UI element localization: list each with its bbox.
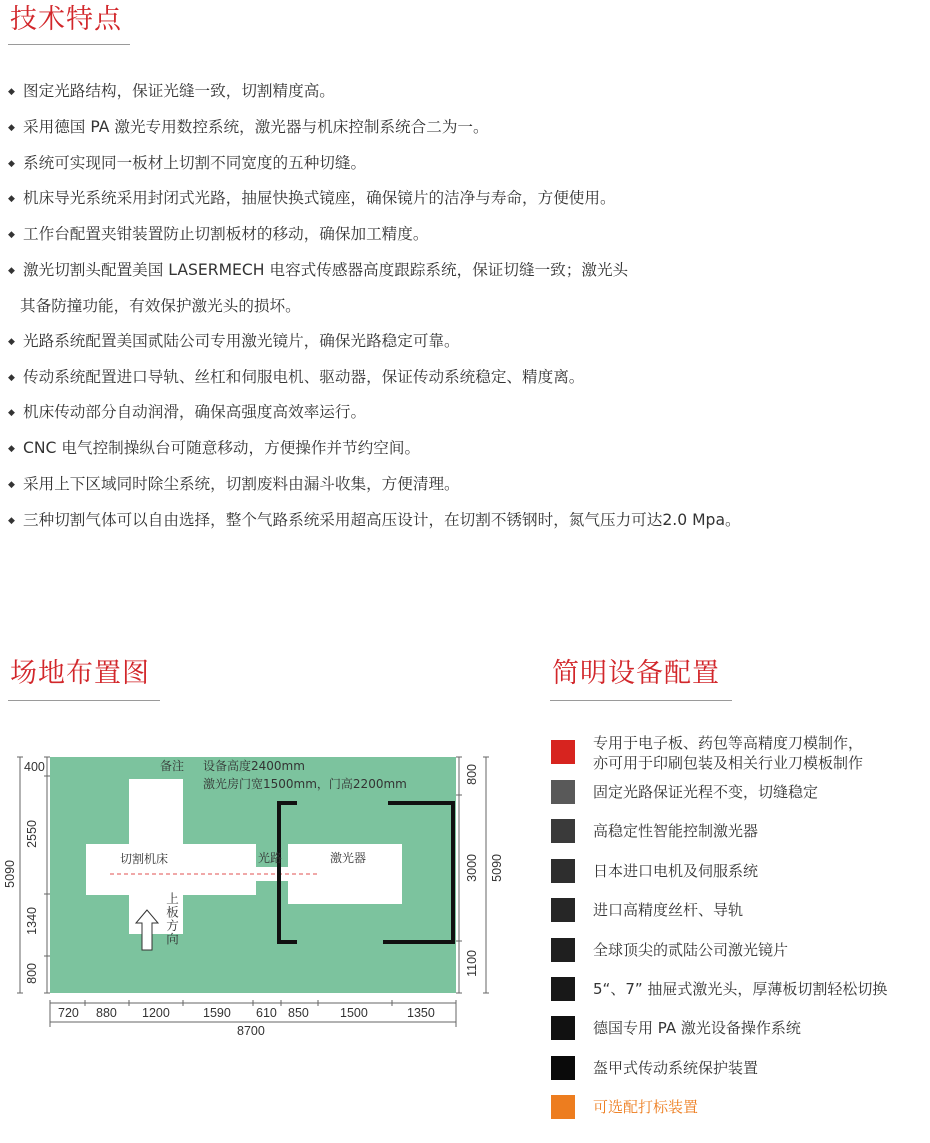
machine-label: 切割机床 bbox=[120, 852, 169, 866]
layout-title: 场地布置图 bbox=[10, 658, 150, 689]
config-item: 固定光路保证光程不变，切缝稳定 bbox=[593, 783, 819, 801]
left-dim-2: 2550 bbox=[25, 820, 39, 848]
diamond-bullet-icon: ◆ bbox=[8, 265, 15, 276]
config-item: 德国专用 PA 激光设备操作系统 bbox=[593, 1019, 801, 1037]
feature-item: ◆ 工作台配置夹钳装置防止切割板材的移动，确保加工精度。 bbox=[8, 223, 923, 246]
diamond-bullet-icon: ◆ bbox=[8, 122, 15, 133]
site-layout-diagram bbox=[0, 745, 540, 1045]
config-item: 进口高精度丝杆、导轨 bbox=[593, 901, 744, 919]
bottom-dim-1: 720 bbox=[58, 1006, 79, 1020]
feed-direction-label: 上板方向 bbox=[164, 892, 180, 946]
feature-item: ◆ 图定光路结构，保证光缝一致，切割精度高。 bbox=[8, 80, 923, 103]
config-title-rule bbox=[550, 700, 732, 701]
config-title: 简明设备配置 bbox=[552, 658, 720, 689]
feature-item: ◆ 光路系统配置美国贰陆公司专用激光镜片，确保光路稳定可靠。 bbox=[8, 330, 923, 353]
diamond-bullet-icon: ◆ bbox=[8, 479, 15, 490]
diamond-bullet-icon: ◆ bbox=[8, 372, 15, 383]
feature-item: ◆ 机床传动部分自动润滑，确保高强度高效率运行。 bbox=[8, 401, 923, 424]
layout-title-rule bbox=[8, 700, 160, 701]
bottom-total-dim: 8700 bbox=[237, 1024, 265, 1038]
left-dim-4: 800 bbox=[25, 963, 39, 984]
bottom-dim-3: 1200 bbox=[142, 1006, 170, 1020]
feature-item: ◆ 激光切割头配置美国 LASERMECH 电容式传感器高度跟踪系统，保证切缝一致；激光头 其备防撞功能，有效保护激光头的损坏。 bbox=[8, 259, 923, 317]
feature-item: ◆ CNC 电气控制操纵台可随意移动，方便操作并节约空间。 bbox=[8, 437, 923, 460]
laser-label: 激光器 bbox=[330, 851, 367, 865]
diamond-bullet-icon: ◆ bbox=[8, 194, 15, 205]
bottom-dim-7: 1500 bbox=[340, 1006, 368, 1020]
features-title: 技术特点 bbox=[10, 4, 122, 35]
config-item: 5“、7” 抽屉式激光头，厚薄板切割轻松切换 bbox=[593, 980, 888, 998]
left-dim-1: 400 bbox=[24, 760, 45, 774]
features-list bbox=[8, 80, 923, 545]
config-item: 全球顶尖的贰陆公司激光镜片 bbox=[593, 941, 789, 959]
diamond-bullet-icon: ◆ bbox=[8, 230, 15, 241]
diamond-bullet-icon: ◆ bbox=[8, 158, 15, 169]
note-height: 设备高度2400mm bbox=[203, 759, 305, 773]
config-swatch bbox=[551, 1095, 575, 1119]
right-dim-1: 800 bbox=[465, 764, 479, 785]
config-swatch bbox=[551, 1016, 575, 1040]
config-swatch bbox=[551, 938, 575, 962]
right-total-dim: 5090 bbox=[490, 854, 504, 882]
note-door: 激光房门宽1500mm，门高2200mm bbox=[203, 777, 407, 791]
diamond-bullet-icon: ◆ bbox=[8, 336, 15, 347]
bottom-dim-2: 880 bbox=[96, 1006, 117, 1020]
config-swatch bbox=[551, 859, 575, 883]
note-label: 备注 bbox=[160, 759, 185, 773]
bottom-dim-4: 1590 bbox=[203, 1006, 231, 1020]
features-title-rule bbox=[8, 44, 130, 45]
config-swatch bbox=[551, 898, 575, 922]
config-swatch bbox=[551, 819, 575, 843]
left-total-dim: 5090 bbox=[3, 860, 17, 888]
feature-item: ◆ 传动系统配置进口导轨、丝杠和伺服电机、驱动器，保证传动系统稳定、精度离。 bbox=[8, 366, 923, 389]
config-item: 日本进口电机及伺服系统 bbox=[593, 862, 759, 880]
feature-item: ◆ 三种切割气体可以自由选择，整个气路系统采用超高压设计，在切割不锈钢时，氮气压力可达2.0 Mpa。 bbox=[8, 509, 923, 532]
right-dim-3: 1100 bbox=[465, 950, 479, 977]
feature-item: ◆ 机床导光系统采用封闭式光路，抽屉快换式镜座，确保镜片的洁净与寿命，方便使用。 bbox=[8, 187, 923, 210]
bottom-dim-5: 610 bbox=[256, 1006, 277, 1020]
right-dim-2: 3000 bbox=[465, 854, 479, 882]
left-dim-3: 1340 bbox=[25, 907, 39, 935]
config-swatch bbox=[551, 780, 575, 804]
bottom-dim-6: 850 bbox=[288, 1006, 309, 1020]
diamond-bullet-icon: ◆ bbox=[8, 444, 15, 455]
diamond-bullet-icon: ◆ bbox=[8, 515, 15, 526]
feature-item: ◆ 采用德国 PA 激光专用数控系统，激光器与机床控制系统合二为一。 bbox=[8, 116, 923, 139]
config-swatch bbox=[551, 1056, 575, 1080]
feature-item: ◆ 系统可实现同一板材上切割不同宽度的五种切缝。 bbox=[8, 152, 923, 175]
config-item: 盔甲式传动系统保护装置 bbox=[593, 1059, 759, 1077]
diamond-bullet-icon: ◆ bbox=[8, 87, 15, 97]
config-item-optional: 可选配打标装置 bbox=[593, 1098, 699, 1116]
diamond-bullet-icon: ◆ bbox=[8, 408, 15, 419]
light-path-label: 光路 bbox=[258, 851, 283, 865]
feature-continuation: 其备防撞功能，有效保护激光头的损坏。 bbox=[20, 296, 301, 315]
config-item: 专用于电子板、药包等高精度刀模制作， 亦可用于印刷包装及相关行业刀模板制作 bbox=[593, 734, 864, 772]
config-swatch bbox=[551, 740, 575, 764]
feature-item: ◆ 采用上下区域同时除尘系统，切割废料由漏斗收集，方便清理。 bbox=[8, 473, 923, 496]
config-item: 高稳定性智能控制激光器 bbox=[593, 822, 759, 840]
config-swatch bbox=[551, 977, 575, 1001]
bottom-dim-8: 1350 bbox=[407, 1006, 435, 1020]
